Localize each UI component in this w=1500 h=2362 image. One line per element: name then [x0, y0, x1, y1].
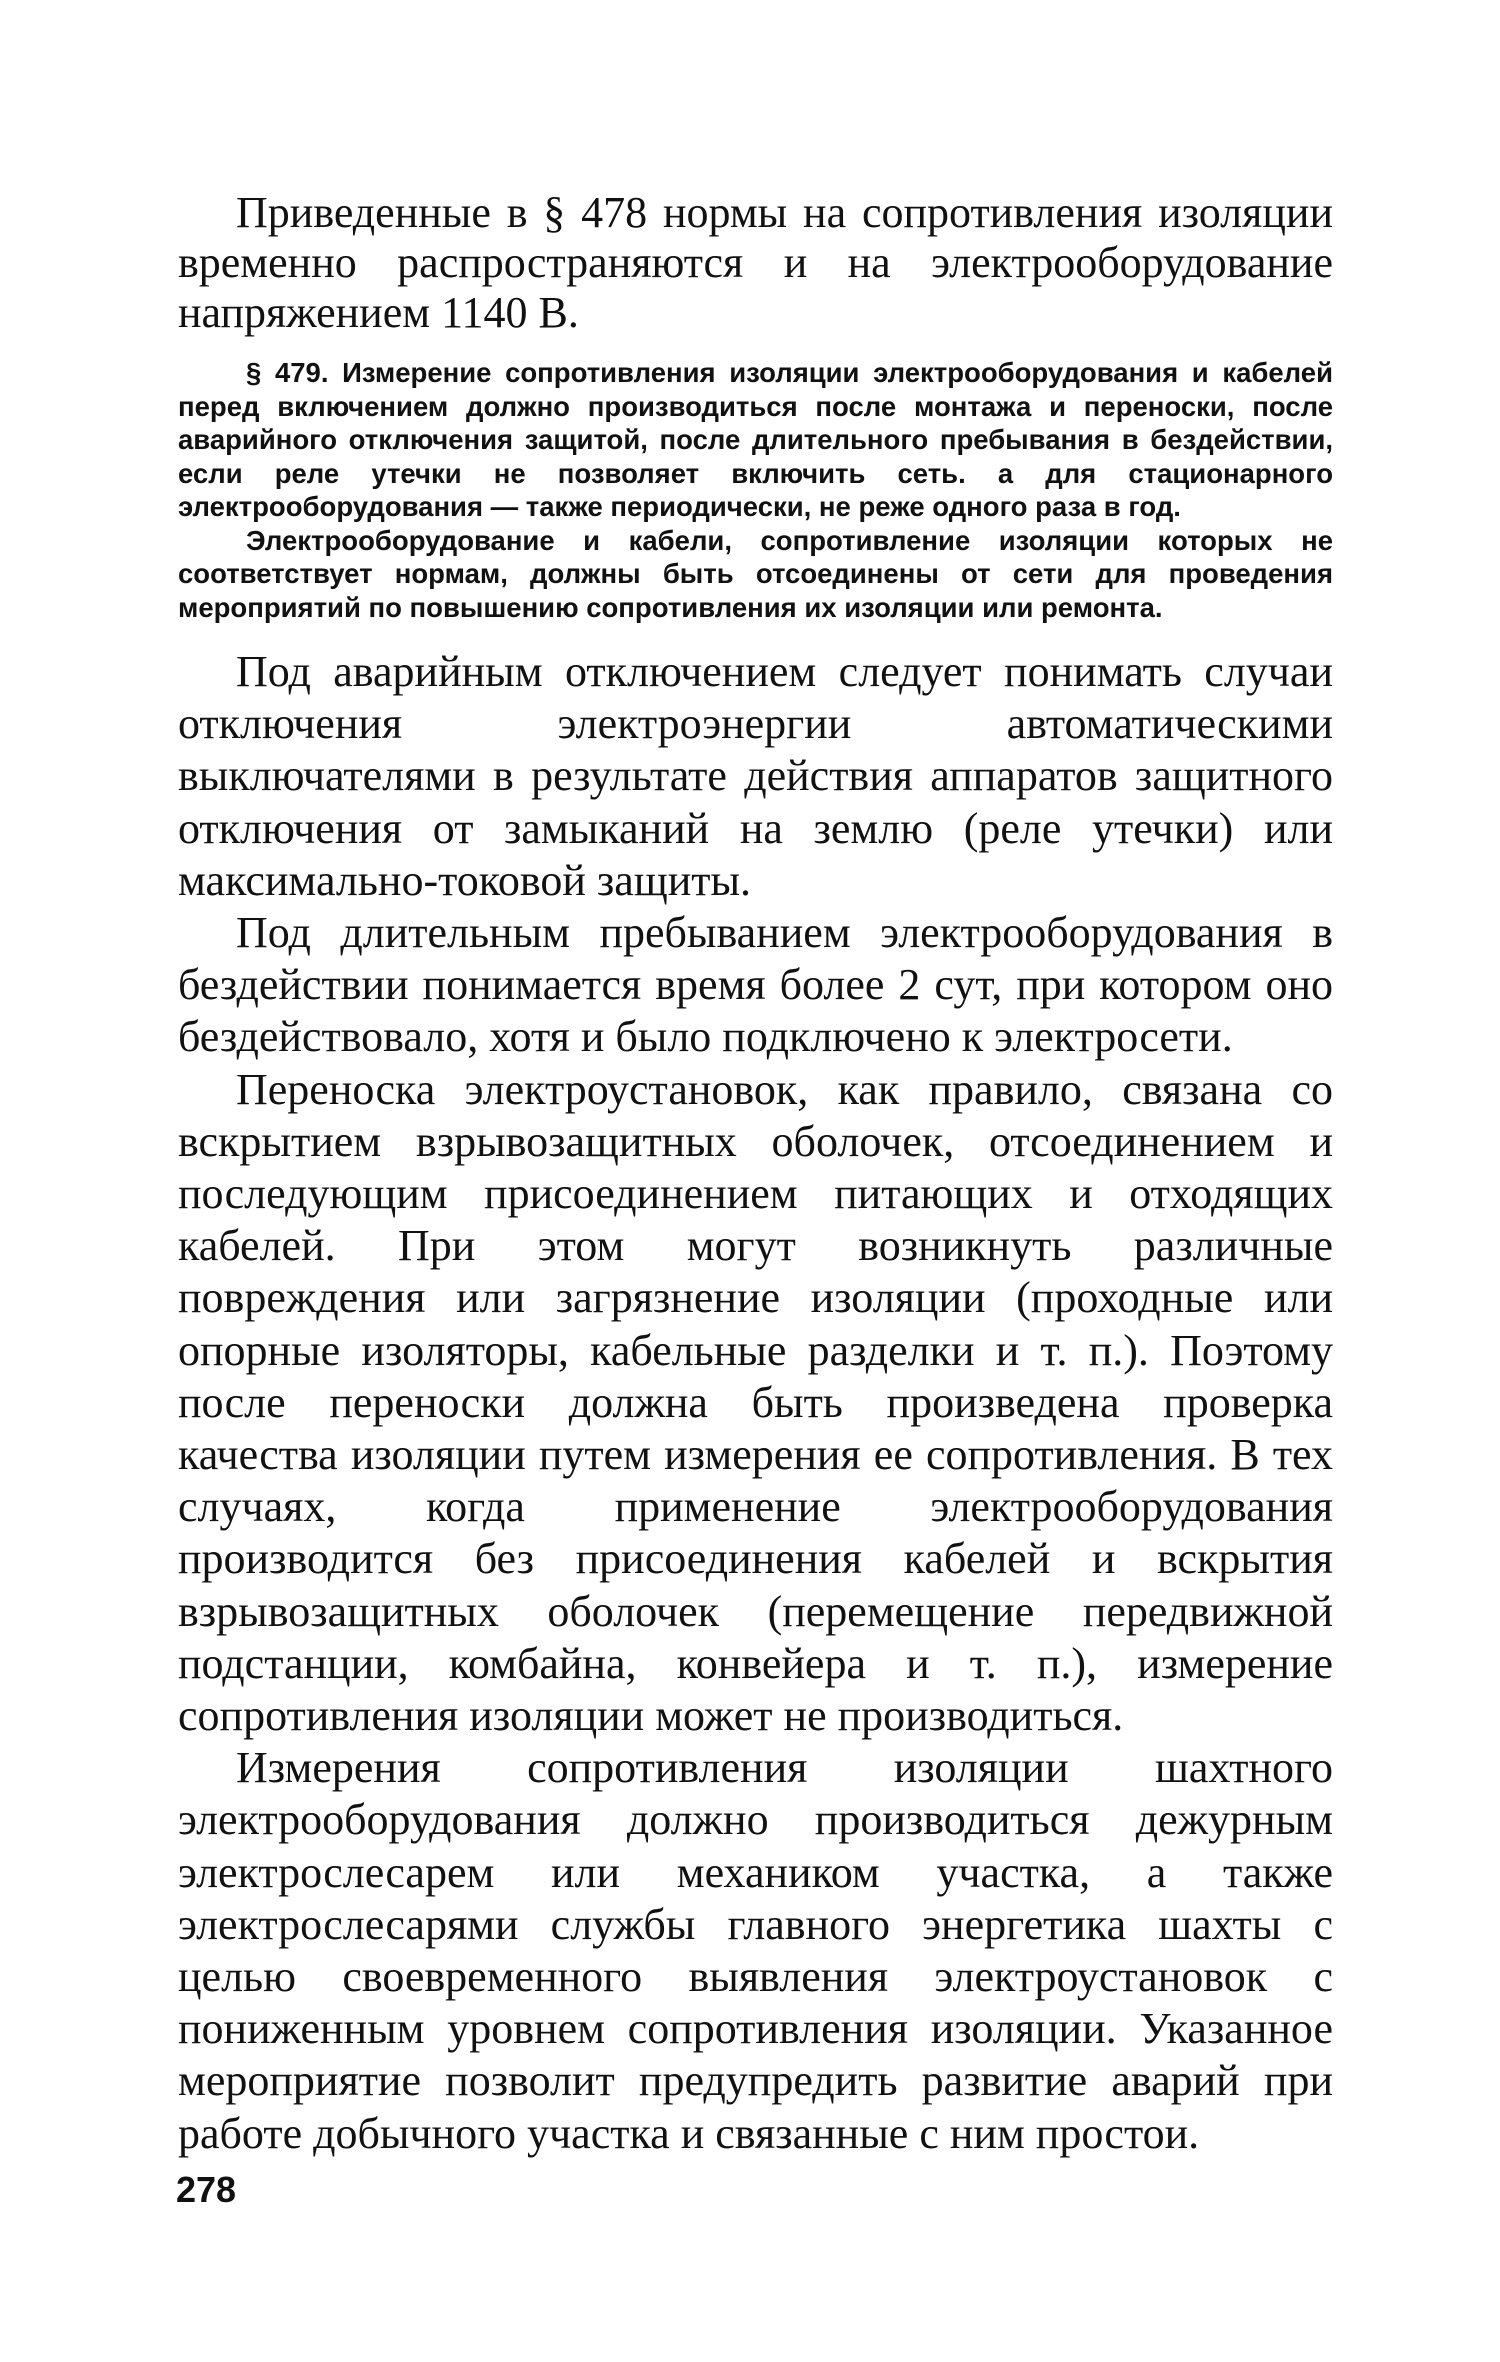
commentary-emergency-shutdown: Под аварийным отключением следует понимать случаи отключения электроэнергии автоматическими выключателями в результате действия аппаратов защитного отключения от замыканий на землю (реле утечки) или максимально-токовой защиты. [178, 647, 1333, 905]
commentary-block [178, 646, 1333, 2160]
page-body [178, 188, 1333, 2160]
commentary-relocation: Переноска электроустановок, как правило, связана со вскрытием взрывозащитных оболочек, отсоединением и последующим присоединением питающих и отходящих кабелей. При этом могут возникнуть различные повреждения или загрязнение изоляции (проходные или опорные изоляторы, кабельные разделки и т. п.). Поэтому после переноски должна быть произведена проверка качества изоляции путем измерения ее сопротивления. В тех случаях, когда применение электрооборудования производится без присоединения кабелей и вскрытия взрывозащитных оболочек (перемещение передвижной подстанции, комбайна, конвейера и т. п.), измерение сопротивления изоляции может не производиться. [178, 1064, 1333, 1741]
rule-479-block [178, 356, 1333, 624]
rule-479-disconnection-text: Электрооборудование и кабели, сопротивление изоляции которых не соответствует нормам, должны быть отсоединены от сети для проведения мероприятий по повышению сопротивления их изоляции или ремонта. [178, 524, 1333, 623]
intro-paragraph: Приведенные в § 478 нормы на сопротивления изоляции временно распространяются и на электрооборудование напряжением 1140 В. [178, 188, 1333, 337]
commentary-idle-period: Под длительным пребыванием электрооборудования в бездействии понимается время более 2 сут, при котором оно бездействовало, хотя и было подключено к электросети. [178, 908, 1333, 1062]
page-number: 278 [176, 2169, 237, 2210]
rule-479-text: § 479. Измерение сопротивления изоляции электрооборудования и кабелей перед включением должно производиться после монтажа и переноски, после аварийного отключения защитой, после длительного пребывания в бездействии, если реле утечки не позволяет включить сеть. а для стационарного электрооборудования — также периодически, не реже одного раза в год. [178, 357, 1333, 522]
commentary-measurement-staff: Измерения сопротивления изоляции шахтного электрооборудования должно производиться дежурным электрослесарем или механиком участка, а также электрослесарями службы главного энергетика шахты с целью своевременного выявления электроустановок с пониженным уровнем сопротивления изоляции. Указанное мероприятие позволит предупредить развитие аварий при работе добычного участка и связанные с ним простои. [178, 1743, 1333, 2158]
